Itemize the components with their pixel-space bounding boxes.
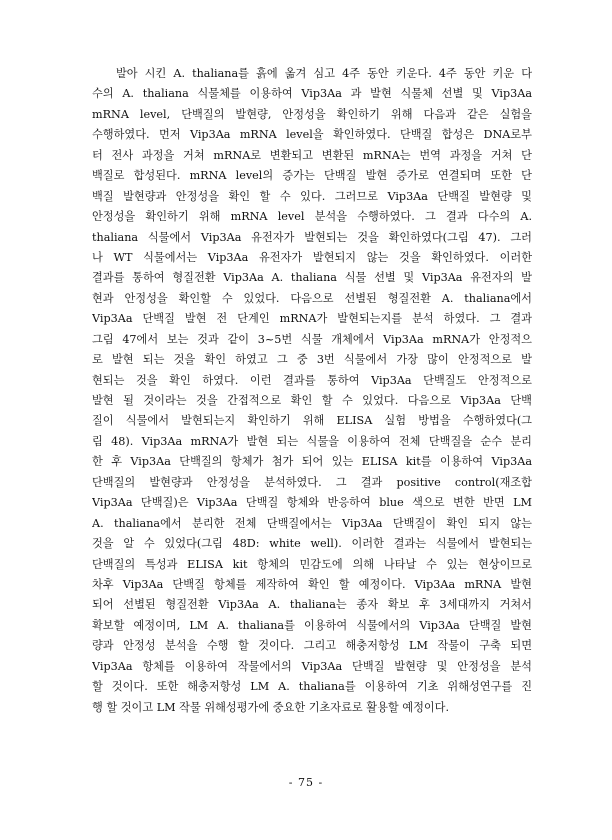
text-line: 백질로 합성된다. mRNA level의 증가는 단백질 발현 증가로 연결되며 또한 단 [92, 169, 532, 183]
text-line: 단백질의 특성과 ELISA kit 항체의 민감도에 의해 나타날 수 있는 현상이므로 [92, 557, 532, 571]
text-line: 현되는 것을 확인 하였다. 이런 결과를 통하여 Vip3Aa 단백질도 안정적으로 [92, 373, 532, 387]
text-line: 되어 선별된 형질전환 Vip3Aa A. thaliana는 종자 확보 후 3세대까지 거쳐서 [92, 598, 532, 612]
text-line: 단백질의 발현량과 안정성을 분석하였다. 그 결과 positive control(재조합 [92, 475, 532, 489]
text-line: 량과 안정성 분석을 수행 할 것이다. 그리고 해충저항성 LM 작물이 구축 되면 [92, 639, 532, 653]
text-line: mRNA level, 단백질의 발현량, 안정성을 확인하기 위해 다음과 같은 실험을 [92, 107, 532, 121]
text-line: 백질 발현량과 안정성을 확인 할 수 있다. 그러므로 Vip3Aa 단백질 발현량 및 [92, 189, 532, 203]
text-line: 발아 시킨 A. thaliana를 흙에 옮겨 심고 4주 동안 키운다. 4주 동안 키운 다 [116, 67, 532, 80]
text-line: 차후 Vip3Aa 단백질 항체를 제작하여 확인 할 예정이다. Vip3Aa mRNA 발현 [92, 577, 532, 591]
text-line: 수의 A. thaliana 식물체를 이용하여 Vip3Aa 과 발현 식물체 선별 및 Vip3Aa [92, 87, 532, 101]
text-line: 터 전사 과정을 거쳐 mRNA로 변환되고 변환된 mRNA는 번역 과정을 거쳐 단 [92, 148, 532, 162]
text-line: 안정성을 확인하기 위해 mRNA level 분석을 수행하였다. 그 결과 다수의 A. [92, 210, 532, 224]
text-line: 것을 알 수 있었다(그림 48D: white well). 이러한 결과는 식물에서 발현되는 [92, 537, 532, 551]
body-paragraph [92, 64, 532, 718]
text-line: Vip3Aa 단백질)은 Vip3Aa 단백질 항체와 반응하여 blue 색으로 변한 반면 LM [92, 496, 532, 510]
text-line: thaliana 식물에서 Vip3Aa 유전자가 발현되는 것을 확인하였다(그림 47). 그러 [92, 230, 532, 244]
text-line: 할 것이다. 또한 해충저항성 LM A. thaliana를 이용하여 기초 위해성연구를 진 [92, 680, 532, 694]
text-line: 행 할 것이고 LM 작물 위해성평가에 중요한 기초자료로 활용할 예정이다. [92, 700, 450, 714]
text-line: 발현 될 것이라는 것을 간접적으로 확인 할 수 있었다. 다음으로 Vip3Aa 단백 [92, 394, 532, 407]
text-line: 질이 식물에서 발현되는지 확인하기 위해 ELISA 실험 방법을 수행하였다(그 [92, 414, 532, 428]
text-line: A. thaliana에서 분리한 전체 단백질에서는 Vip3Aa 단백질이 확인 되지 않는 [92, 516, 532, 530]
text-line: 나 WT 식물에서는 Vip3Aa 유전자가 발현되지 않는 것을 확인하였다. 이러한 [92, 250, 532, 264]
text-line: 수행하였다. 먼저 Vip3Aa mRNA level을 확인하였다. 단백질 합성은 DNA로부 [92, 128, 532, 142]
text-line: 그림 47에서 보는 것과 같이 3~5번 식물 개체에서 Vip3Aa mRNA가 안정적으 [92, 332, 532, 346]
text-line: Vip3Aa 항체를 이용하여 작물에서의 Vip3Aa 단백질 발현량 및 안정성을 분석 [92, 659, 532, 673]
page-number: - 75 - [288, 776, 324, 789]
text-line: 확보할 예정이며, LM A. thaliana를 이용하여 식물에서의 Vip3Aa 단백질 발현 [92, 618, 532, 632]
text-line: 한 후 Vip3Aa 단백질의 항체가 첨가 되어 있는 ELISA kit를 이용하여 Vip3Aa [92, 455, 532, 469]
text-line: 로 발현 되는 것을 확인 하였고 그 중 3번 식물에서 가장 많이 안정적으로 발 [92, 353, 532, 367]
text-line: 결과를 통하여 형질전환 Vip3Aa A. thaliana 식물 선별 및 Vip3Aa 유전자의 발 [92, 271, 532, 285]
text-line: 림 48). Vip3Aa mRNA가 발현 되는 식물을 이용하여 전체 단백질을 순수 분리 [92, 434, 532, 448]
text-line: 현과 안정성을 확인할 수 있었다. 다음으로 선별된 형질전환 A. thaliana에서 [92, 291, 532, 305]
text-line: Vip3Aa 단백질 발현 전 단계인 mRNA가 발현되는지를 분석 하였다. 그 결과 [92, 312, 532, 326]
